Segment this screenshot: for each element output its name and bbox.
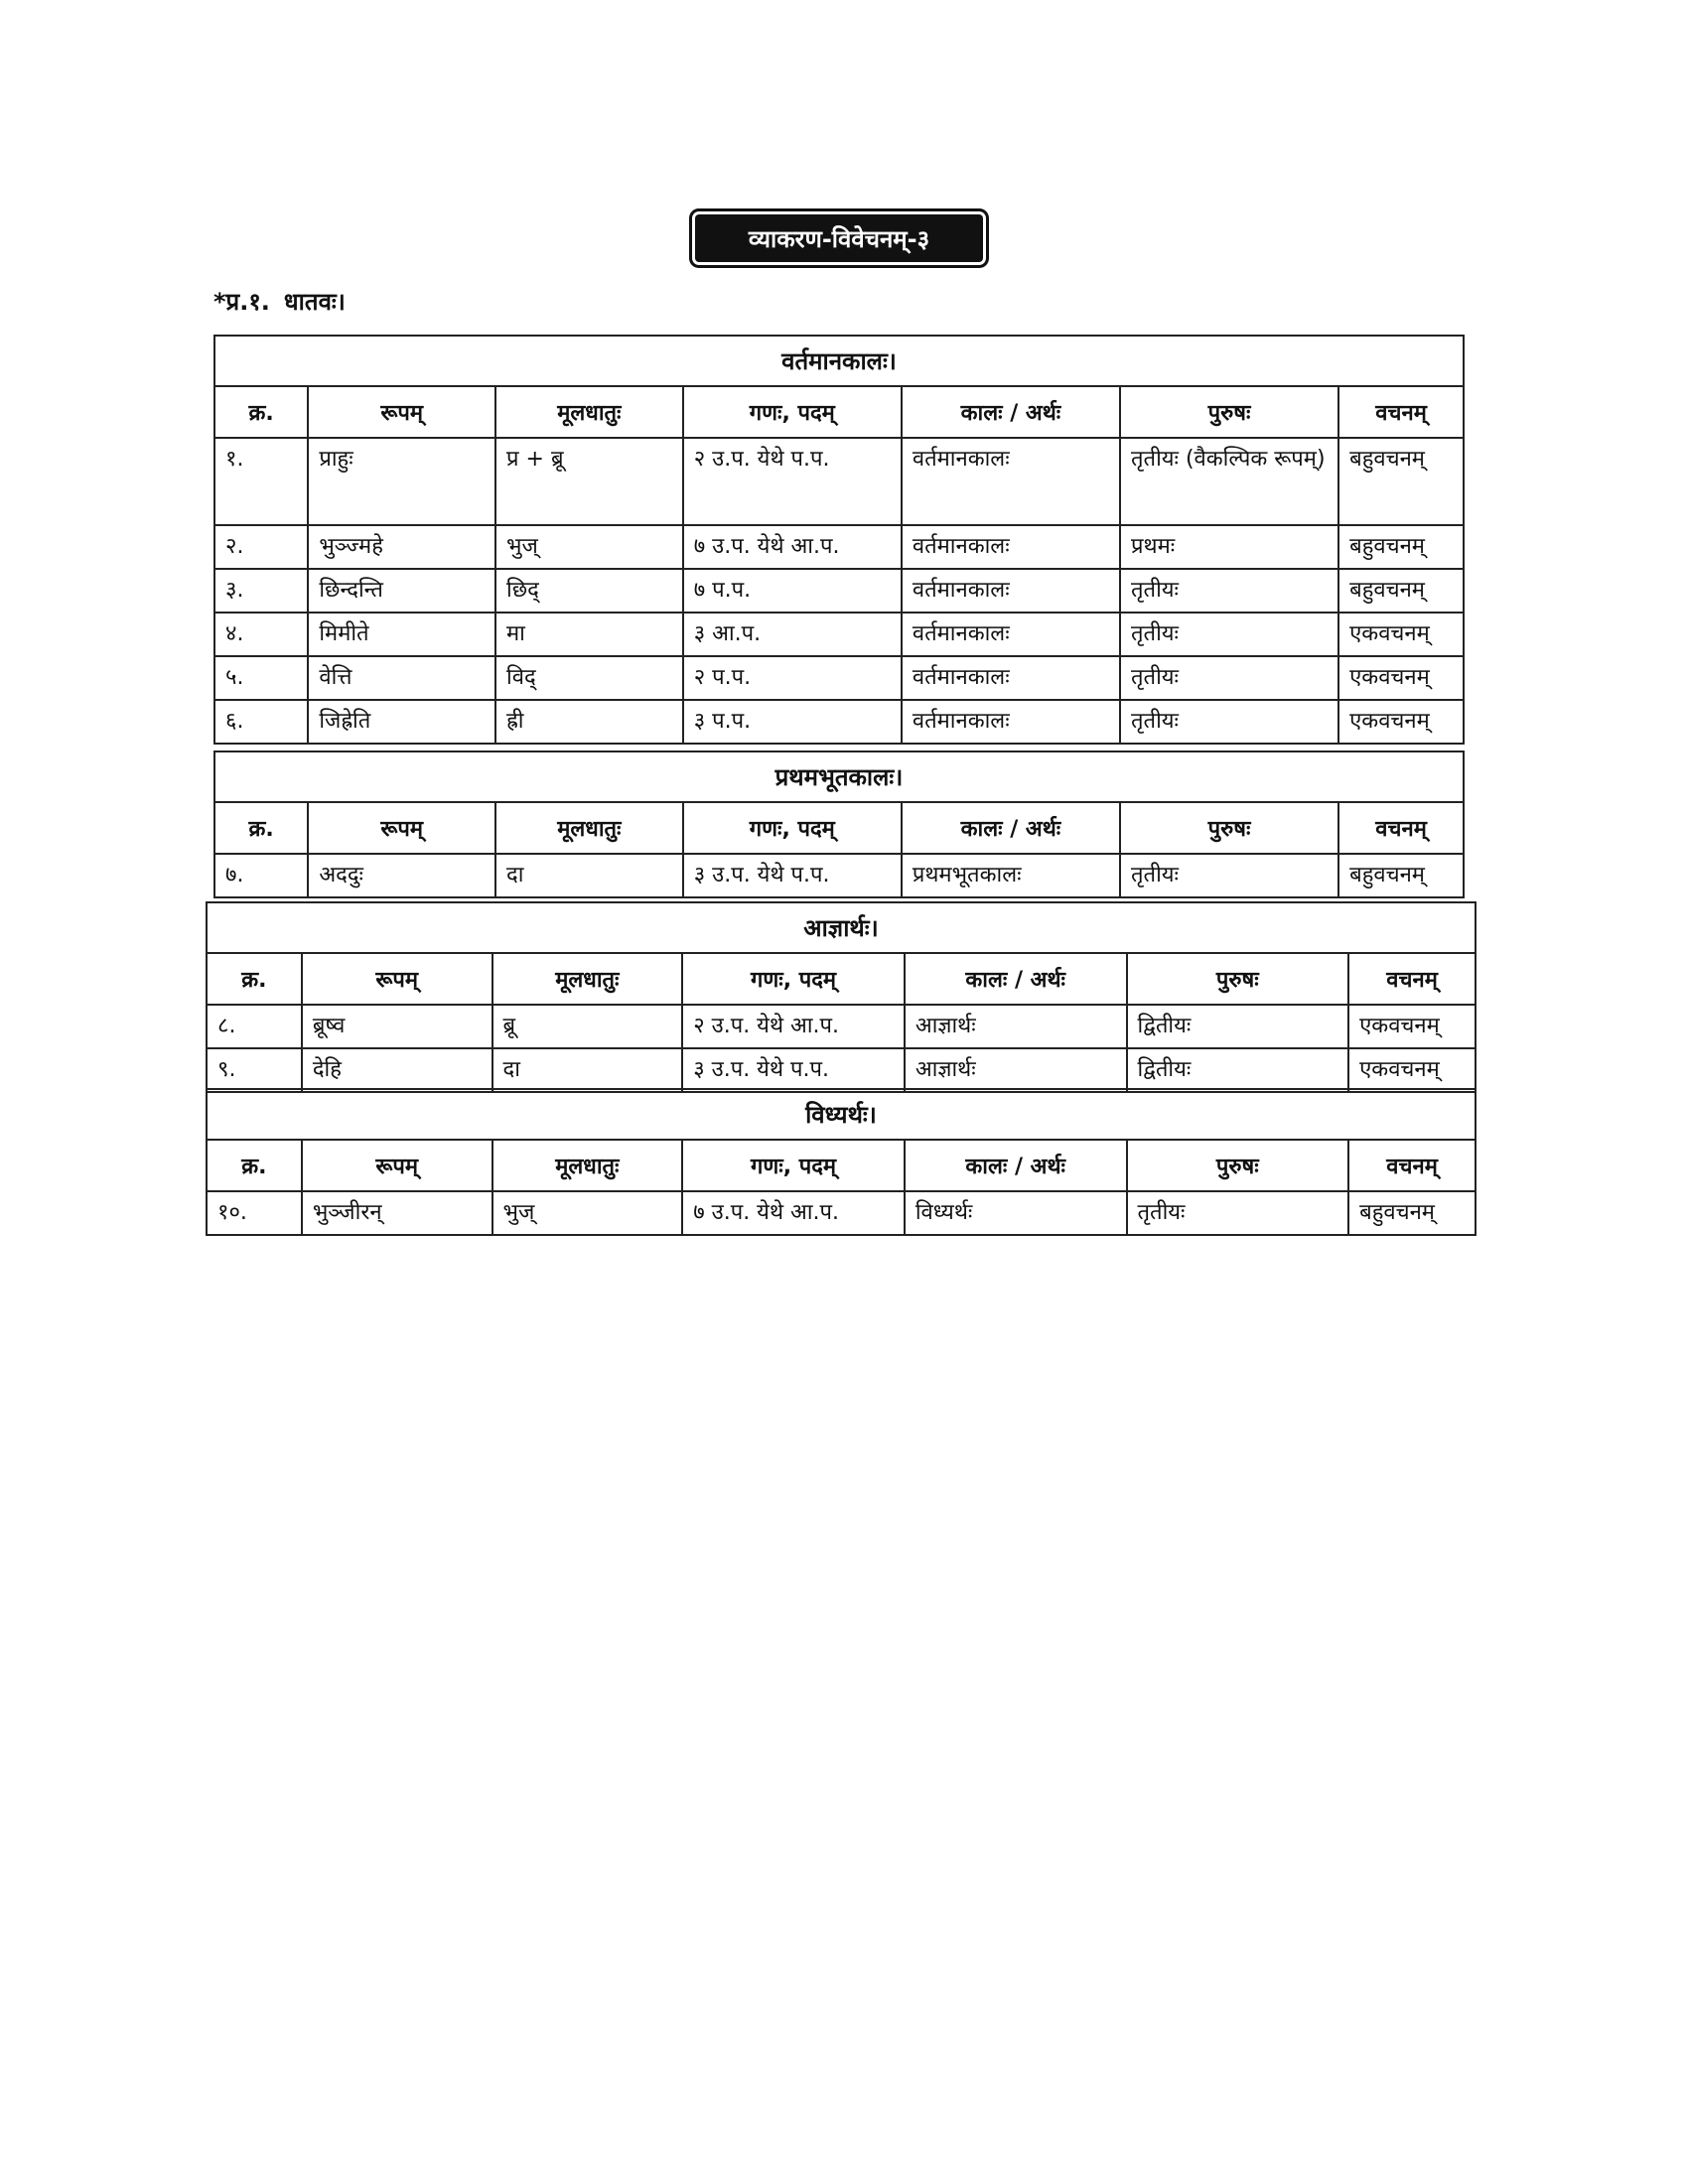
cell-tense-mood: विध्यर्थः — [905, 1191, 1127, 1235]
cell-number: बहुवचनम् — [1338, 569, 1464, 613]
cell-person: द्वितीयः — [1127, 1005, 1349, 1048]
table-row — [214, 525, 1464, 569]
cell-serial: २. — [214, 525, 308, 569]
cell-person: प्रथमः — [1120, 525, 1338, 569]
column-header-tense-mood: कालः / अर्थः — [902, 386, 1120, 438]
column-header-root: मूलधातुः — [492, 953, 683, 1005]
cell-number: एकवचनम् — [1338, 656, 1464, 700]
cell-tense-mood: आज्ञार्थः — [905, 1005, 1127, 1048]
page-title: व्याकरण-विवेचनम्-३ — [695, 214, 983, 262]
cell-number: बहुवचनम् — [1348, 1191, 1476, 1235]
column-header-serial: क्र. — [214, 386, 308, 438]
cell-class-pada: २ प.प. — [683, 656, 902, 700]
cell-serial: १. — [214, 438, 308, 525]
question-number: *प्र.१. — [213, 288, 270, 316]
table-row — [214, 854, 1464, 897]
table-row — [214, 700, 1464, 744]
cell-form: वेत्ति — [308, 656, 495, 700]
table-row — [214, 569, 1464, 613]
cell-number: एकवचनम् — [1338, 700, 1464, 744]
cell-serial: ८. — [207, 1005, 302, 1048]
cell-tense-mood: वर्तमानकालः — [902, 569, 1120, 613]
table-row — [214, 613, 1464, 656]
cell-form: भुञ्जीरन् — [302, 1191, 492, 1235]
section-title: आज्ञार्थः। — [207, 902, 1476, 953]
column-header-serial: क्र. — [207, 1140, 302, 1191]
table-row — [207, 1191, 1476, 1235]
cell-form: ब्रूष्व — [302, 1005, 492, 1048]
cell-class-pada: ३ उ.प. येथे प.प. — [682, 1048, 905, 1092]
cell-root: ब्रू — [492, 1005, 683, 1048]
cell-tense-mood: वर्तमानकालः — [902, 525, 1120, 569]
cell-person: तृतीयः — [1120, 700, 1338, 744]
cell-root: विद् — [495, 656, 683, 700]
cell-serial: ३. — [214, 569, 308, 613]
cell-person: द्वितीयः — [1127, 1048, 1349, 1092]
cell-tense-mood: प्रथमभूतकालः — [902, 854, 1120, 897]
cell-number: बहुवचनम् — [1338, 854, 1464, 897]
cell-root: भुज् — [495, 525, 683, 569]
cell-form: भुञ्ज्महे — [308, 525, 495, 569]
cell-class-pada: ३ आ.प. — [683, 613, 902, 656]
column-header-class-pada: गणः, पदम् — [682, 953, 905, 1005]
cell-root: दा — [495, 854, 683, 897]
column-header-tense-mood: कालः / अर्थः — [905, 1140, 1127, 1191]
section-title: विध्यर्थः। — [207, 1089, 1476, 1140]
column-header-tense-mood: कालः / अर्थः — [902, 802, 1120, 854]
section-title: प्रथमभूतकालः। — [214, 751, 1464, 802]
column-header-class-pada: गणः, पदम् — [682, 1140, 905, 1191]
cell-class-pada: ७ प.प. — [683, 569, 902, 613]
column-header-number: वचनम् — [1338, 386, 1464, 438]
header-row — [214, 802, 1464, 854]
cell-form: देहि — [302, 1048, 492, 1092]
column-header-number: वचनम् — [1348, 1140, 1476, 1191]
table-imperative — [206, 901, 1477, 1093]
table-past-tense — [213, 751, 1465, 898]
cell-root: छिद् — [495, 569, 683, 613]
cell-person: तृतीयः — [1120, 613, 1338, 656]
cell-tense-mood: वर्तमानकालः — [902, 700, 1120, 744]
column-header-serial: क्र. — [207, 953, 302, 1005]
cell-form: मिमीते — [308, 613, 495, 656]
column-header-person: पुरुषः — [1127, 953, 1349, 1005]
question-text: धातवः। — [283, 288, 346, 316]
column-header-number: वचनम् — [1348, 953, 1476, 1005]
cell-person: तृतीयः (वैकल्पिक रूपम्) — [1120, 438, 1338, 525]
table-present-tense — [213, 335, 1465, 745]
header-row — [207, 953, 1476, 1005]
cell-class-pada: २ उ.प. येथे प.प. — [683, 438, 902, 525]
cell-number: एकवचनम् — [1338, 613, 1464, 656]
table-row — [214, 438, 1464, 525]
cell-serial: १०. — [207, 1191, 302, 1235]
cell-class-pada: २ उ.प. येथे आ.प. — [682, 1005, 905, 1048]
question-heading — [213, 285, 359, 318]
header-row — [214, 386, 1464, 438]
cell-tense-mood: आज्ञार्थः — [905, 1048, 1127, 1092]
column-header-form: रूपम् — [308, 802, 495, 854]
section-title: वर्तमानकालः। — [214, 336, 1464, 386]
column-header-tense-mood: कालः / अर्थः — [905, 953, 1127, 1005]
cell-class-pada: ३ प.प. — [683, 700, 902, 744]
column-header-class-pada: गणः, पदम् — [683, 802, 902, 854]
cell-root: ह्री — [495, 700, 683, 744]
cell-number: बहुवचनम् — [1338, 525, 1464, 569]
cell-tense-mood: वर्तमानकालः — [902, 438, 1120, 525]
cell-tense-mood: वर्तमानकालः — [902, 613, 1120, 656]
cell-tense-mood: वर्तमानकालः — [902, 656, 1120, 700]
cell-person: तृतीयः — [1120, 854, 1338, 897]
cell-root: प्र + ब्रू — [495, 438, 683, 525]
table-row — [207, 1048, 1476, 1092]
cell-form: प्राहुः — [308, 438, 495, 525]
cell-class-pada: ३ उ.प. येथे प.प. — [683, 854, 902, 897]
column-header-root: मूलधातुः — [495, 386, 683, 438]
cell-root: दा — [492, 1048, 683, 1092]
column-header-form: रूपम् — [302, 953, 492, 1005]
cell-form: अददुः — [308, 854, 495, 897]
cell-serial: ४. — [214, 613, 308, 656]
cell-serial: ६. — [214, 700, 308, 744]
cell-class-pada: ७ उ.प. येथे आ.प. — [683, 525, 902, 569]
table-row — [214, 656, 1464, 700]
cell-serial: ७. — [214, 854, 308, 897]
cell-person: तृतीयः — [1120, 569, 1338, 613]
table-row — [207, 1005, 1476, 1048]
column-header-person: पुरुषः — [1127, 1140, 1349, 1191]
column-header-class-pada: गणः, पदम् — [683, 386, 902, 438]
column-header-root: मूलधातुः — [495, 802, 683, 854]
cell-root: मा — [495, 613, 683, 656]
cell-person: तृतीयः — [1120, 656, 1338, 700]
column-header-number: वचनम् — [1338, 802, 1464, 854]
column-header-person: पुरुषः — [1120, 802, 1338, 854]
table-potential — [206, 1088, 1477, 1236]
cell-number: बहुवचनम् — [1338, 438, 1464, 525]
cell-number: एकवचनम् — [1348, 1048, 1476, 1092]
cell-person: तृतीयः — [1127, 1191, 1349, 1235]
column-header-form: रूपम् — [308, 386, 495, 438]
cell-serial: ९. — [207, 1048, 302, 1092]
column-header-serial: क्र. — [214, 802, 308, 854]
column-header-root: मूलधातुः — [492, 1140, 683, 1191]
cell-form: जिह्रेति — [308, 700, 495, 744]
column-header-form: रूपम् — [302, 1140, 492, 1191]
cell-form: छिन्दन्ति — [308, 569, 495, 613]
column-header-person: पुरुषः — [1120, 386, 1338, 438]
cell-number: एकवचनम् — [1348, 1005, 1476, 1048]
cell-root: भुज् — [492, 1191, 683, 1235]
cell-class-pada: ७ उ.प. येथे आ.प. — [682, 1191, 905, 1235]
cell-serial: ५. — [214, 656, 308, 700]
header-row — [207, 1140, 1476, 1191]
